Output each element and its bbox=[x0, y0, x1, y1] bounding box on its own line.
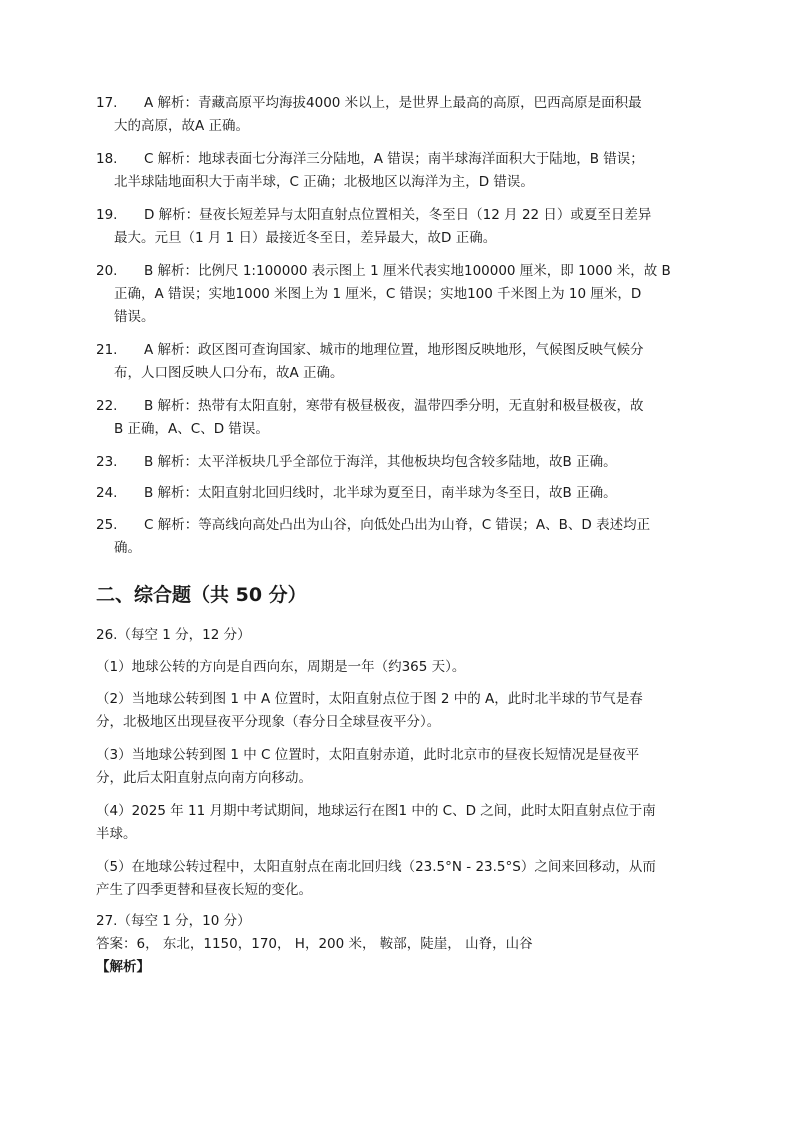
question-number: 24. bbox=[96, 485, 118, 501]
q26-item-2: （2）当地球公转到图 1 中 A 位置时，太阳直射点位于图 2 中的 A，此时北半球的节气是春 分，北极地区出现昼夜平分现象（春分日全球昼夜平分）。 bbox=[96, 691, 643, 730]
question-number: 17. bbox=[96, 95, 118, 111]
question-number: 23. bbox=[96, 454, 118, 470]
answer-20 bbox=[96, 260, 706, 329]
question-number: 21. bbox=[96, 342, 118, 358]
answer-text: A 解析：政区图可查询国家、城市的地理位置，地形图反映地形，气候图反映气候分 bbox=[144, 342, 644, 358]
answer-text: C 解析：地球表面七分海洋三分陆地，A 错误；南半球海洋面积大于陆地，B 错误； bbox=[144, 151, 644, 167]
question-number: 25. bbox=[96, 517, 118, 533]
answer-text: D 解析：昼夜长短差异与太阳直射点位置相关，冬至日（12 月 22 日）或夏至日差异 bbox=[144, 207, 652, 223]
q26-item-4: （4）2025 年 11 月期中考试期间，地球运行在图1 中的 C、D 之间，此时太阳直射点位于南 半球。 bbox=[96, 803, 656, 842]
answer-text: A 解析：青藏高原平均海拔4000 米以上，是世界上最高的高原，巴西高原是面积最 bbox=[144, 95, 642, 111]
question-number: 19. bbox=[96, 207, 118, 223]
q27-answer: 答案：6， 东北，1150，170， H，200 米， 鞍部，陡崖， 山脊，山谷 bbox=[96, 936, 533, 952]
q26-item-5: （5）在地球公转过程中，太阳直射点在南北回归线（23.5°N - 23.5°S）之间来回移动，从而 产生了四季更替和昼夜长短的变化。 bbox=[96, 859, 656, 898]
question-number: 18. bbox=[96, 151, 118, 167]
q27-block bbox=[96, 910, 706, 979]
answer-text: B 解析：太阳直射北回归线时，北半球为夏至日，南半球为冬至日，故B 正确。 bbox=[144, 485, 617, 501]
q26-header: 26.（每空 1 分，12 分） bbox=[96, 627, 251, 643]
q27-analysis-label: 【解析】 bbox=[96, 959, 150, 975]
q26-item-1: （1）地球公转的方向是自西向东，周期是一年（约365 天）。 bbox=[96, 659, 466, 675]
answer-text: B 解析：太平洋板块几乎全部位于海洋，其他板块均包含较多陆地，故B 正确。 bbox=[144, 454, 617, 470]
answer-17 bbox=[96, 92, 706, 138]
answer-text: B 正确，A、C、D 错误。 bbox=[114, 421, 269, 437]
answer-21 bbox=[96, 339, 706, 385]
answer-text: C 解析：等高线向高处凸出为山谷，向低处凸出为山脊，C 错误；A、B、D 表述均正 bbox=[144, 517, 651, 533]
answer-text: B 解析：热带有太阳直射，寒带有极昼极夜，温带四季分明，无直射和极昼极夜，故 bbox=[144, 398, 644, 414]
answer-text: 大的高原，故A 正确。 bbox=[114, 118, 250, 134]
answer-22 bbox=[96, 395, 706, 441]
answer-text: 最大。元旦（1 月 1 日）最接近冬至日，差异最大，故D 正确。 bbox=[114, 230, 497, 246]
section-title: 二、综合题（共 50 分） bbox=[96, 584, 307, 606]
answer-18 bbox=[96, 148, 706, 194]
answer-19 bbox=[96, 204, 706, 250]
question-number: 22. bbox=[96, 398, 118, 414]
answer-23 bbox=[96, 451, 706, 474]
q26-item-3: （3）当地球公转到图 1 中 C 位置时，太阳直射赤道，此时北京市的昼夜长短情况是昼夜平 分，此后太阳直射点向南方向移动。 bbox=[96, 747, 640, 786]
answer-text: 布，人口图反映人口分布，故A 正确。 bbox=[114, 365, 344, 381]
answer-25 bbox=[96, 514, 706, 560]
answer-text: 北半球陆地面积大于南半球，C 正确；北极地区以海洋为主，D 错误。 bbox=[114, 174, 534, 190]
question-number: 20. bbox=[96, 263, 118, 279]
answer-text: B 解析：比例尺 1:100000 表示图上 1 厘米代表实地100000 厘米，即 1000 米，故 B bbox=[144, 263, 671, 279]
q27-header: 27.（每空 1 分，10 分） bbox=[96, 913, 251, 929]
answer-text: 确。 bbox=[114, 540, 141, 556]
answer-text: 错误。 bbox=[114, 309, 155, 325]
answer-text: 正确，A 错误；实地1000 米图上为 1 厘米，C 错误；实地100 千米图上为 10 厘米，D bbox=[114, 286, 642, 302]
answer-24 bbox=[96, 482, 706, 505]
